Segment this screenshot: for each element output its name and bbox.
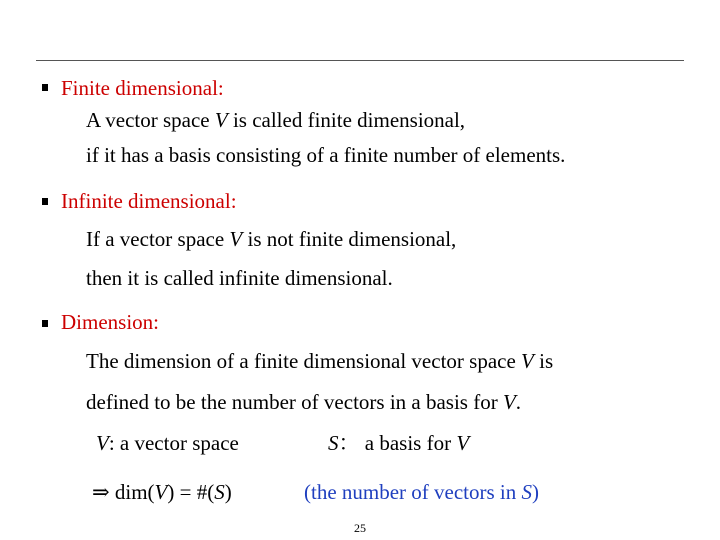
body-line: If a vector space V is not finite dimensional, [86,227,457,251]
vector-space-note: V: a vector space [96,431,239,455]
implies-icon: ⇒ [92,480,110,504]
body-line: defined to be the number of vectors in a basis for V. [86,390,522,414]
bullet-marker [42,320,48,327]
page-number: 25 [354,521,366,535]
dimension-formula: ⇒ dim(V) = #(S) [92,480,232,504]
heading-dimension: Dimension: [61,310,159,334]
body-line: A vector space V is called finite dimensional, [86,108,466,132]
heading-finite-dimensional: Finite dimensional: [61,76,224,100]
bullet-marker [42,198,48,205]
dimension-explanation: (the number of vectors in S) [304,480,540,504]
basis-note: S： a basis for V [328,431,470,455]
body-line: if it has a basis consisting of a finite number of elements. [86,143,566,167]
heading-infinite-dimensional: Infinite dimensional: [61,189,237,213]
bullet-marker [42,84,48,91]
body-line: then it is called infinite dimensional. [86,266,393,290]
title-rule [36,60,684,61]
body-line: The dimension of a finite dimensional vector space V is [86,349,554,373]
